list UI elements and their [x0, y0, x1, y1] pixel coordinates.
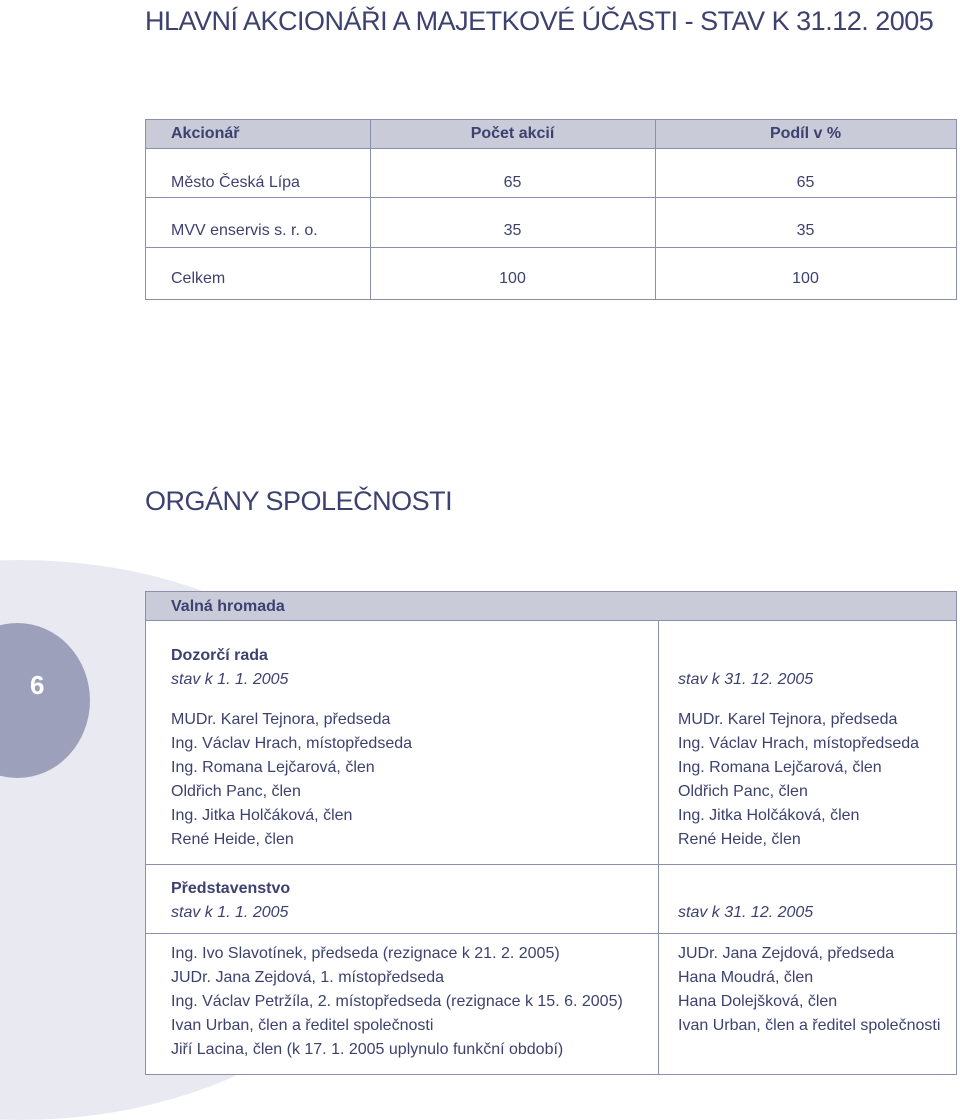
- row-divider: [146, 247, 956, 248]
- list-item: Ing. Václav Hrach, místopředseda: [171, 735, 413, 752]
- list-item: René Heide, člen: [678, 831, 801, 848]
- supervisory-board-right-list: [678, 708, 919, 852]
- shareholders-title: HLAVNÍ AKCIONÁŘI A MAJETKOVÉ ÚČASTI - STAV K 31.12. 2005: [145, 6, 934, 36]
- row-divider: [146, 197, 956, 198]
- header-shareholder: Akcionář: [171, 125, 240, 142]
- table-cell: 35: [796, 222, 815, 239]
- board-right-date: stav k 31. 12. 2005: [678, 904, 814, 921]
- header-share-percent: Podíl v %: [769, 125, 842, 142]
- supervisory-board-label: Dozorčí rada: [171, 647, 268, 664]
- table-cell: 100: [792, 270, 819, 287]
- general-meeting-label: Valná hromada: [171, 598, 285, 615]
- list-item: Ing. Jitka Holčáková, člen: [171, 807, 353, 824]
- header-shares-count: Počet akcií: [470, 125, 555, 142]
- board-left-date: stav k 1. 1. 2005: [171, 904, 289, 921]
- list-item: Ing. Romana Lejčarová, člen: [171, 759, 375, 776]
- list-item: René Heide, člen: [171, 831, 294, 848]
- table-cell: 100: [499, 270, 526, 287]
- shareholders-table: [145, 119, 957, 300]
- column-divider: [658, 621, 659, 1074]
- list-item: MUDr. Karel Tejnora, předseda: [171, 711, 391, 728]
- list-item: Ing. Jitka Holčáková, člen: [678, 807, 860, 824]
- supervisory-board-right-date: stav k 31. 12. 2005: [678, 671, 814, 688]
- supervisory-board-left-list: [171, 708, 412, 852]
- list-item: JUDr. Jana Zejdová, 1. místopředseda: [171, 969, 445, 986]
- list-item: Hana Moudrá, člen: [678, 969, 814, 986]
- list-item: Oldřich Panc, člen: [171, 783, 301, 800]
- list-item: Ing. Václav Hrach, místopředseda: [678, 735, 920, 752]
- list-item: Ing. Václav Petržíla, 2. místopředseda (rezignace k 15. 6. 2005): [171, 993, 623, 1010]
- board-right-list: [678, 942, 940, 1038]
- list-item: JUDr. Jana Zejdová, předseda: [678, 945, 895, 962]
- table-cell: 65: [503, 174, 522, 191]
- board-left-list: [171, 942, 623, 1062]
- section-divider: [146, 864, 956, 865]
- supervisory-board-left-date: stav k 1. 1. 2005: [171, 671, 289, 688]
- list-item: Jiří Lacina, člen (k 17. 1. 2005 uplynulo funkční období): [171, 1041, 564, 1058]
- table-cell: Celkem: [171, 270, 226, 287]
- organs-table: [145, 591, 957, 1075]
- list-item: MUDr. Karel Tejnora, předseda: [678, 711, 898, 728]
- page-number: 6: [30, 670, 45, 700]
- list-item: Ing. Romana Lejčarová, člen: [678, 759, 882, 776]
- table-cell: 65: [796, 174, 815, 191]
- section-divider: [146, 933, 956, 934]
- list-item: Ing. Ivo Slavotínek, předseda (rezignace k 21. 2. 2005): [171, 945, 560, 962]
- list-item: Oldřich Panc, člen: [678, 783, 808, 800]
- table-cell: 35: [503, 222, 522, 239]
- list-item: Ivan Urban, člen a ředitel společnosti: [678, 1017, 941, 1034]
- table-cell: MVV enservis s. r. o.: [171, 222, 318, 239]
- table-cell: Město Česká Lípa: [171, 174, 300, 191]
- board-label: Představenstvo: [171, 880, 291, 897]
- organs-title: ORGÁNY SPOLEČNOSTI: [145, 486, 453, 516]
- list-item: Ivan Urban, člen a ředitel společnosti: [171, 1017, 434, 1034]
- list-item: Hana Dolejšková, člen: [678, 993, 838, 1010]
